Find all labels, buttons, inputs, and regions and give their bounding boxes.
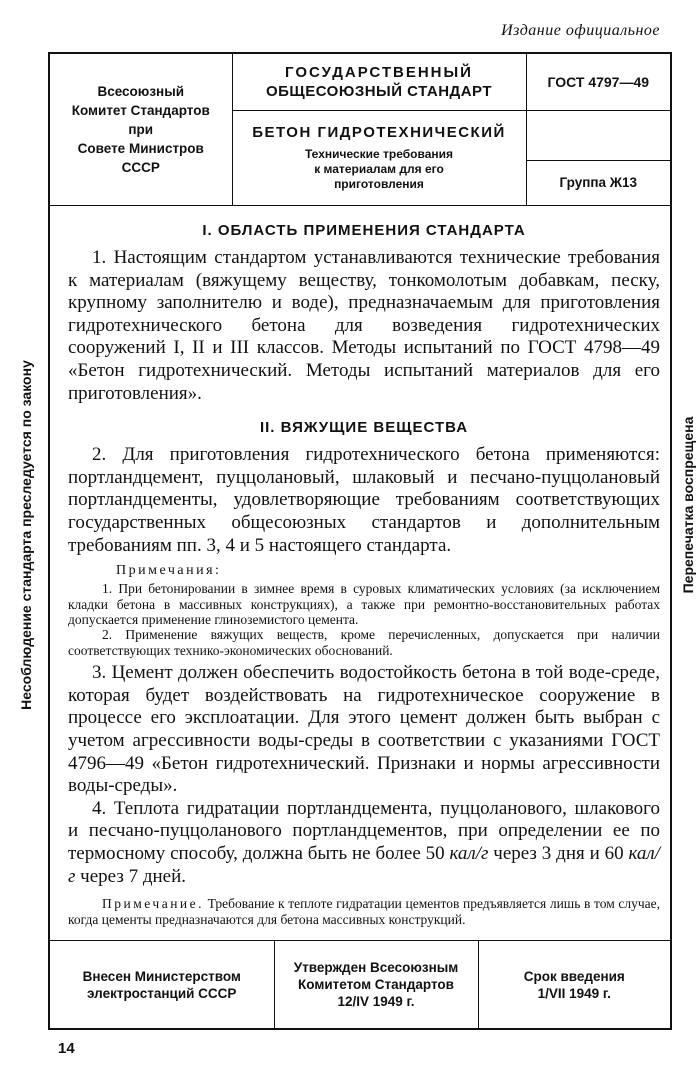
header-table [50,54,670,206]
note-text: Требование к теплоте гидратации цементов предъявляется лишь в том случае, когда цементы предназначаются для бетона массивных конструкций. [68,896,660,927]
unit-text: кал/г [68,842,660,887]
group-cell [526,110,670,205]
subtitle-line: Технические требования [304,146,454,161]
document-frame [48,52,672,1030]
footer-line: 12/IV 1949 г. [337,994,415,1009]
paragraph-2: 2. Для приготовления гидротехнического бетона применяются: портландцемент, пуццолановый, шлаковый и песчано-пуццолановый портландцементы, удовлетворяющие требованиям соответствующих государственных общесоюзных стандартов и дополнительным требованиям пп. 3, 4 и 5 настоящего стандарта. [68,444,660,556]
group-code: Группа Ж13 [559,174,637,190]
edition-label: Издание официальное [501,22,660,39]
committee-line: СССР [121,159,160,175]
subtitle-line: к материалам для его [314,161,444,176]
footer-line: Срок введения [523,968,625,984]
committee-line: при [128,121,154,137]
effective-date [478,941,670,1029]
note-last [68,896,660,927]
footer-line: Внесен Министерством [82,968,241,984]
approved-by [274,941,478,1029]
committee-line: Комитет Стандартов [71,102,210,118]
paragraph-3: 3. Цемент должен обеспечить водостойкость бетона в той воде-среде, которая будет воздействовать на гидротехническое сооружение в процессе его эксплоатации. Для этого цемент должен быть выбран с учетом агрессивности воды-среды в соответствии с указаниями ГОСТ 4796—49 «Бетон гидротехнический. Признаки и нормы агрессивности воды-среды». [68,662,660,797]
subtitle-line: приготовления [334,176,424,191]
paragraph-4 [68,798,660,888]
footer-line: Комитетом Стандартов [298,977,454,992]
subject-title: БЕТОН ГИДРОТЕХНИЧЕСКИЙ [252,123,506,141]
paragraph-1: 1. Настоящим стандартом устанавливаются технические требования к материалам (вяжущему веществу, тонкомолотым добавкам, песку, крупному заполнителю и воде), предназначаемым для приготовления гидротехнического бетона для возведения гидротехнических сооружений I, II и III классов. Методы испытаний по ГОСТ 4798—49 «Бетон гидротехнический. Методы испытаний материалов для его приготовления». [68,247,660,404]
standard-type [232,54,526,110]
page-number: 14 [58,1040,75,1057]
subject-block [232,110,526,205]
committee-line: Всесоюзный [97,83,185,99]
standard-type-line: ГОСУДАРСТВЕННЫЙ [285,63,473,81]
document-body [68,222,660,927]
side-note-right: Перепечатка воспрещена [680,416,696,594]
notes-title: Примечания: [116,563,222,579]
footer-line: Утвержден Всесоюзным [293,960,459,975]
gost-code: ГОСТ 4797—49 [526,54,670,110]
paragraph-4-text: через 7 дней. [75,865,187,887]
unit-text: кал/г [449,842,489,864]
footer-line: 1/VII 1949 г. [537,985,611,1001]
paragraph-4-text: через 3 дня и 60 [488,842,629,864]
standard-type-line: ОБЩЕСОЮЗНЫЙ СТАНДАРТ [265,82,493,100]
note-2: 2. Применение вяжущих веществ, кроме перечисленных, допускается при наличии соответствующих технико-экономических обоснований. [68,627,660,658]
paragraph-4-text: 4. Теплота гидратации портландцемента, пуццоланового, шлакового и песчано-пуццоланового портландцементов, при определении ее по термосному способу, должна быть не более 50 [68,797,660,864]
footer-table [50,940,670,1028]
introduced-by [50,941,274,1029]
side-note-left: Несоблюдение стандарта преследуется по закону [18,360,34,710]
note-label: Примечание. [102,896,205,912]
footer-line: электростанций СССР [87,985,237,1001]
committee-line: Совете Министров [77,140,204,156]
note-1: 1. При бетонировании в зимнее время в суровых климатических условиях (за исключением кладки бетона в массивных конструкциях), а также при ремонтно-восстановительных работах допускается применение глиноземистого цемента. [68,581,660,627]
empty-cell [527,111,671,161]
committee-block [50,54,232,205]
section-2-title: II. ВЯЖУЩИЕ ВЕЩЕСТВА [259,419,469,437]
section-1-title: I. ОБЛАСТЬ ПРИМЕНЕНИЯ СТАНДАРТА [202,222,526,239]
